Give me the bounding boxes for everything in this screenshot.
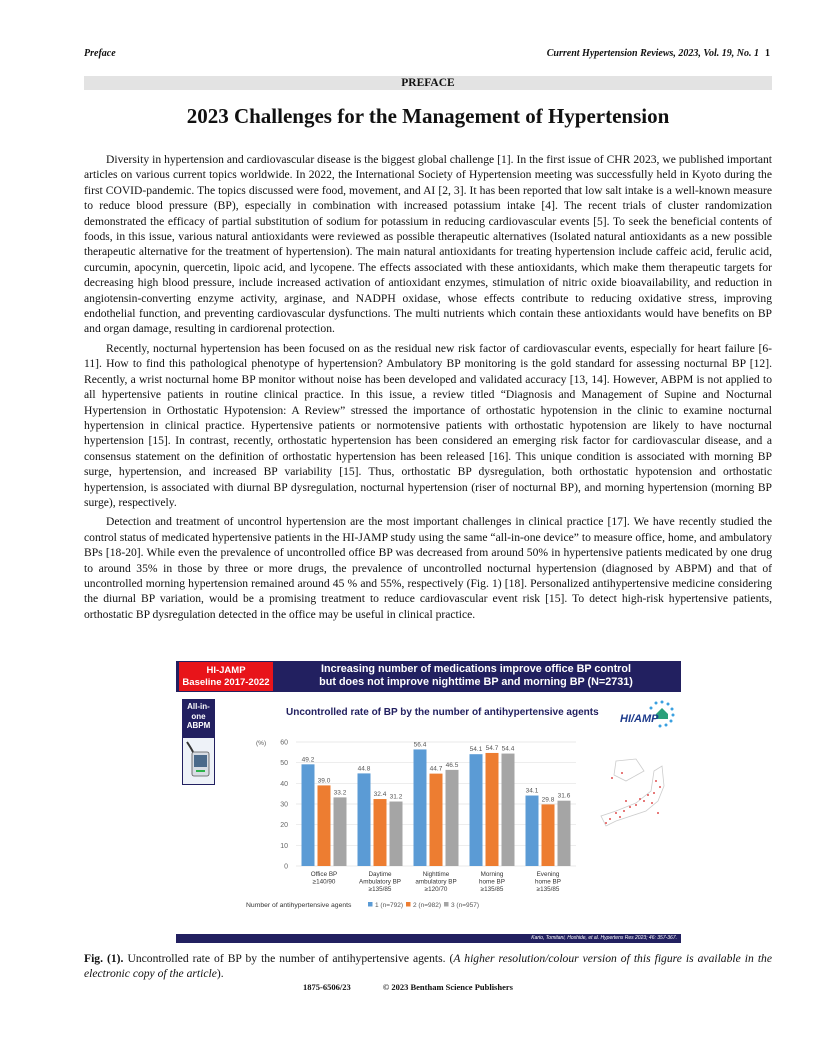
badge-line: Baseline 2017-2022 [182, 677, 270, 688]
paragraph: Diversity in hypertension and cardiovascular disease is the biggest global challenge [1]. In the first issue of CHR 2023, we published important articles on various current topics worldwide. In 2022, the International Society of Hypertension meeting was successfully held in Kyoto during the first COVID-pandemic. The topics discussed were food, movement, and AI [2, 3]. It has been reported that low salt intake is a well-known measure to reduce blood pressure (BP), especially in combination with increased potassium intake [4]. The recent trials of cluster randomization demonstrated the efficacy of partial substitution of sodium for potassium in reducing cardiovascular events [5]. To seek the beneficial contents of foods, in this issue, various natural antioxidants were reviewed as possible therapeutic alternatives (Isolated natural antioxidants as a new possible therapeutic alternative for the treatment of hypertension). The main natural antioxidants for treating hypertension include caffeic acid, ferulic acid, curcumin, apocynin, quercetin, lipoic acid, and lycopene. The effects associated with these antioxidants, which make them therapeutic targets for decreasing high blood pressure, include increased activation of antioxidant enzymes, stimulation of nitric oxide bioavailability, and reduction in angiotensin-converting enzyme activity, arginase, and NADPH oxidase, whose effects contribute to reducing oxidative stress, improving endothelial function, and preventing cardiovascular dysfunctions. The multi nutrients which contain these antioxidants would have benefits on BP and organ damage, resulting in cardiorenal protection. [84, 153, 772, 336]
badge-line: HI-JAMP [206, 665, 246, 676]
data-label: 44.8 [357, 765, 371, 773]
bar [318, 785, 331, 866]
data-label: 39.0 [317, 777, 331, 785]
abpm-device-panel [182, 699, 215, 785]
legend-swatch [368, 902, 373, 907]
hijamp-logo [616, 699, 678, 735]
page-number: 1 [765, 48, 770, 59]
x-tick-label: ≥135/85 [368, 886, 392, 893]
bar [558, 801, 571, 866]
figure-credit: Kario, Tomitani, Hoshide, et al. Hypertens Res 2023; 46: 357-367. [531, 935, 677, 941]
legend-swatch [444, 902, 449, 907]
japan-map [596, 741, 681, 851]
bar [374, 799, 387, 866]
journal-citation: Current Hypertension Reviews, 2023, Vol. 19, No. 1 [546, 48, 759, 59]
figure-1 [176, 661, 681, 944]
data-label: 33.2 [333, 789, 347, 797]
figure-headline [276, 663, 676, 689]
data-label: 56.4 [413, 741, 427, 749]
running-head-section: Preface [84, 48, 116, 59]
y-tick-label: 10 [280, 842, 288, 850]
figure-header [176, 661, 681, 692]
bar [542, 804, 555, 866]
caption-note: A higher resolution/colour version of this figure is available in the electronic copy of the article [84, 952, 772, 981]
x-tick-label: ≥120/70 [424, 886, 448, 893]
x-tick-label: Daytime [368, 871, 392, 878]
copyright: © 2023 Bentham Science Publishers [382, 982, 513, 992]
y-tick-label: 40 [280, 780, 288, 788]
logo-text: HI/AMP [620, 713, 659, 725]
headline-line: but does not improve nighttime BP and morning BP (N=2731) [319, 676, 633, 688]
figure-credit-bar [176, 934, 681, 943]
paragraph: Recently, nocturnal hypertension has been focused on as the residual new risk factor of cardiovascular events, especially for heart failure [6-11]. How to find this pathological phenotype of hypertension? Ambulatory BP monitoring is the gold standard for assessing nocturnal BP [12]. Recently, a wrist nocturnal home BP monitor without noise has been developed and validated accuracy [13, 14]. However, ABPM is not applied to all hypertensive patients in routine clinical practice. In this issue, a review titled “Diagnosis and Management of Supine and Nocturnal Hypertension in Orthostatic Hypotension: A Review” stressed the importance of orthostatic hypotension in the clinic to examine nocturnal hypertension in clinical practice. Hypertensive patients or normotensive patients with orthostatic hypotension are likely to have nocturnal hypertension [15]. In contrast, recently, orthostatic hypertension has been considered an emerging risk factor for cardiovascular disease, and a consensus statement on the definition of orthostatic hypertension has been released [16]. This unique condition is associated with morning BP surge, hypertension, and increased BP variability [15]. Thus, orthostatic BP dysregulation, both orthostatic hypotension and orthostatic hypertension, is associated with diurnal BP dysregulation, nocturnal hypertension (riser of nocturnal BP), and morning hypertension (morning BP surge), respectively. [84, 341, 772, 509]
x-tick-label: ≥135/85 [536, 886, 560, 893]
x-tick-label: Ambulatory BP [359, 878, 401, 886]
y-tick-label: 0 [284, 863, 288, 871]
bar [446, 770, 459, 866]
legend-entry: 2 (n=982) [413, 902, 442, 909]
study-badge [179, 662, 273, 691]
bar [526, 796, 539, 866]
abpm-device-icon [183, 738, 214, 784]
abpm-label-line: All-in- [187, 702, 210, 711]
y-axis-label: (%) [256, 740, 267, 747]
data-label: 54.4 [501, 745, 515, 753]
bar [486, 753, 499, 866]
paragraph: Detection and treatment of uncontrol hypertension are the most important challenges in clinical practice [17]. We have recently studied the control status of medicated hypertensive patients in the HI-JAMP study using the same “all-in-one device” to measure office, home, and ambulatory BPs [18-20]. While even the prevalence of uncontrolled office BP was decreased from around 50% in hypertensive patients medicated by one drug to around 35% in those by three or more drugs, the prevalence of uncontrolled nocturnal hypertension (diagnosed by ABPM) and that of uncontrolled morning hypertension remained around 45 % and 55%, respectively (Fig. 1) [18]. Personalized antihypertensive medicine considering the diurnal BP variation, would be a promising treatment to reduce cardiovascular event risk [15]. To detect high-risk hypertensive patients, orthostatic BP dysregulation detected in the office may be useful in clinical practice. [84, 515, 772, 621]
chart-title: Uncontrolled rate of BP by the number of antihypertensive agents [286, 707, 599, 718]
bar [390, 802, 403, 866]
y-tick-label: 50 [280, 760, 288, 768]
legend-title: Number of antihypertensive agents [246, 902, 352, 909]
bar [502, 754, 515, 866]
data-label: 54.7 [485, 744, 499, 752]
x-tick-label: ≥135/85 [480, 886, 504, 893]
bar [358, 773, 371, 866]
article-title: 2023 Challenges for the Management of Hypertension [186, 104, 670, 128]
running-head [84, 48, 770, 62]
x-tick-label: Morning [480, 871, 504, 878]
y-tick-label: 20 [280, 822, 288, 830]
running-head-journal [547, 48, 770, 59]
bar [470, 754, 483, 866]
data-label: 31.6 [557, 792, 571, 800]
figure-caption [84, 951, 772, 982]
abpm-label [183, 700, 214, 738]
data-label: 34.1 [525, 787, 539, 795]
data-label: 29.8 [541, 796, 555, 804]
bar [334, 797, 347, 866]
legend-entry: 1 (n=792) [375, 902, 404, 909]
caption-text: Uncontrolled rate of BP by the number of antihypertensive agents. ( [123, 952, 454, 965]
legend-entry: 3 (n=957) [451, 902, 480, 909]
article-body [84, 152, 772, 626]
bar [430, 774, 443, 866]
abpm-label-line: ABPM [186, 721, 211, 730]
bar-chart [236, 731, 596, 921]
x-tick-label: Nighttime [422, 871, 450, 878]
abpm-label-line: one [191, 711, 206, 721]
x-tick-label: ambulatory BP [415, 878, 457, 886]
x-tick-label: home BP [535, 878, 561, 886]
headline-line: Increasing number of medications improve office BP control [321, 663, 631, 675]
data-label: 31.2 [389, 793, 403, 801]
x-tick-label: Evening [536, 871, 560, 878]
caption-label: Fig. (1). [84, 952, 124, 965]
x-tick-label: home BP [479, 878, 505, 886]
data-label: 46.5 [445, 761, 459, 769]
y-tick-label: 30 [280, 801, 288, 809]
x-tick-label: ≥140/90 [312, 878, 336, 886]
bar [414, 749, 427, 866]
data-label: 49.2 [301, 756, 315, 764]
x-tick-label: Office BP [310, 871, 338, 878]
bar [302, 764, 315, 866]
legend-swatch [406, 902, 411, 907]
data-label: 32.4 [373, 791, 387, 799]
page-footer [0, 982, 816, 992]
issn: 1875-6506/23 [303, 982, 351, 992]
caption-end: ). [216, 967, 224, 981]
data-label: 44.7 [429, 765, 443, 773]
y-tick-label: 60 [280, 739, 288, 747]
data-label: 54.1 [469, 746, 483, 754]
section-label: PREFACE [84, 76, 772, 90]
